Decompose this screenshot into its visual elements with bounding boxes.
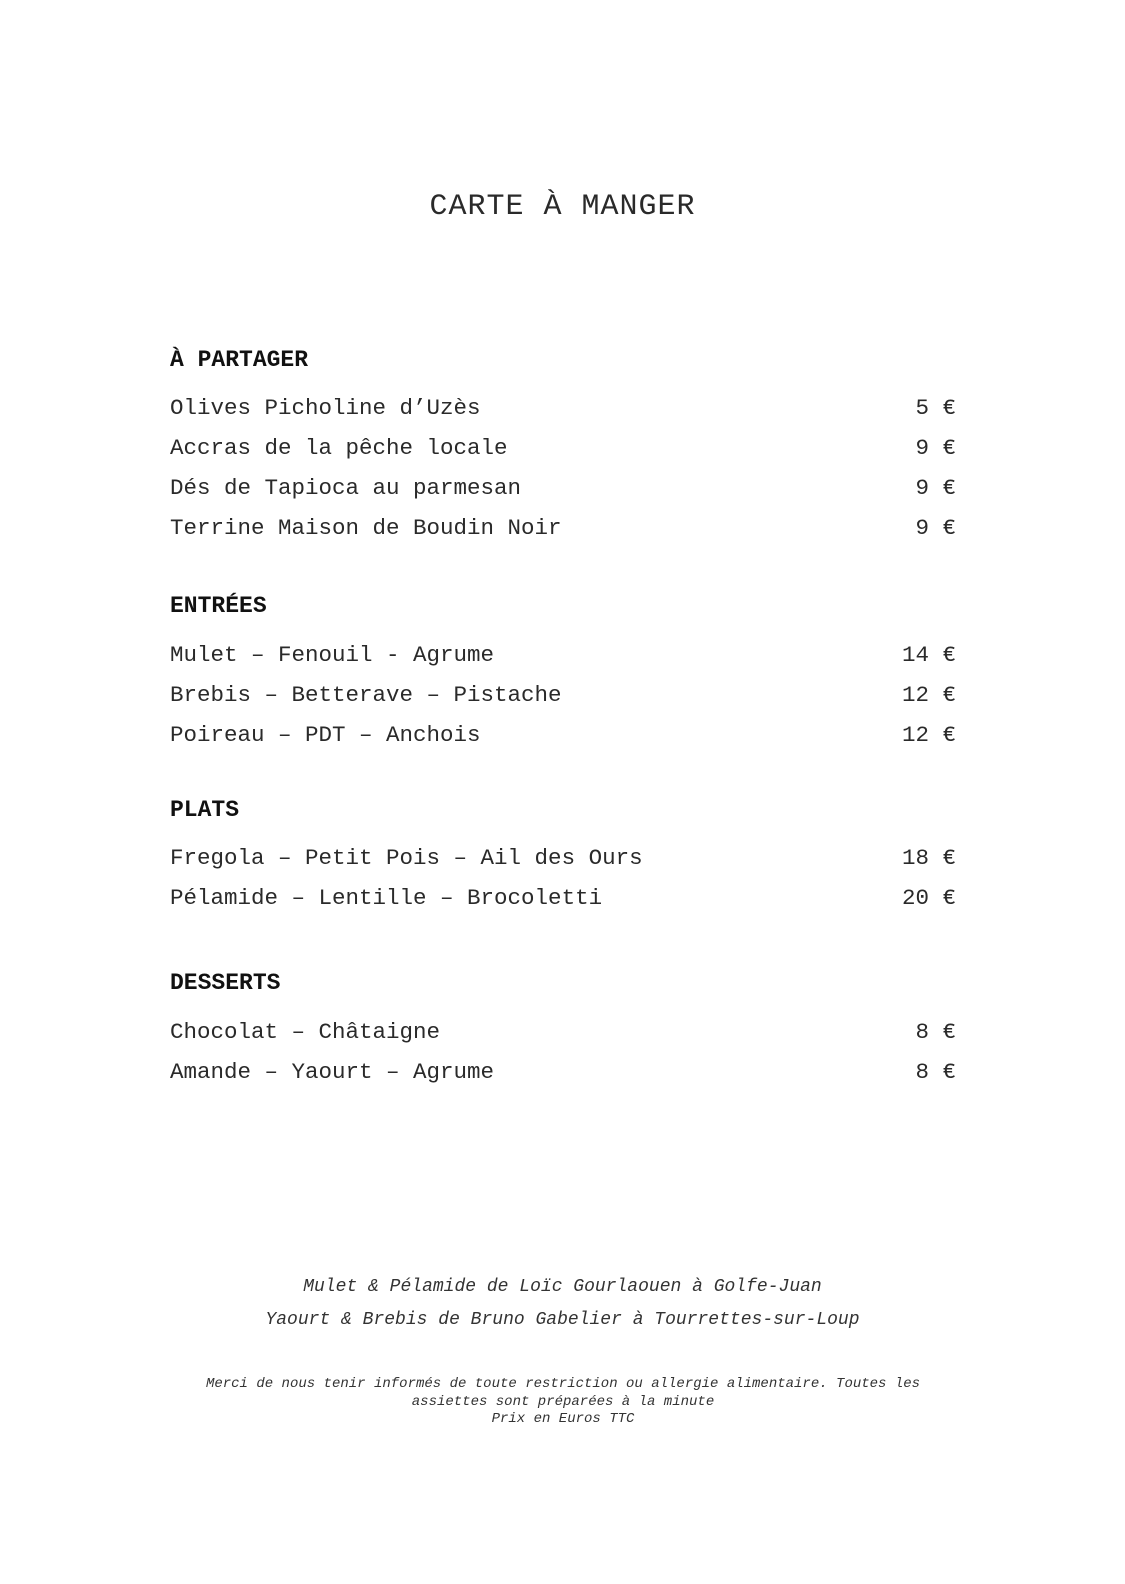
- item-price: 9 €: [915, 435, 956, 461]
- menu-item: [170, 1012, 956, 1052]
- item-label: Brebis – Betterave – Pistache: [170, 682, 562, 708]
- item-label: Chocolat – Châtaigne: [170, 1019, 441, 1045]
- item-price: 8 €: [915, 1019, 956, 1045]
- item-label: Dés de Tapioca au parmesan: [170, 475, 522, 501]
- menu-item: [170, 468, 956, 508]
- section-title: PLATS: [170, 797, 240, 823]
- note-line: Prix en Euros TTC: [491, 1411, 635, 1427]
- item-label: Amande – Yaourt – Agrume: [170, 1059, 495, 1085]
- menu-item: [170, 715, 956, 755]
- note-line: Merci de nous tenir informés de toute restriction ou allergie alimentaire. Toutes les: [205, 1376, 921, 1392]
- item-price: 9 €: [915, 475, 956, 501]
- section-entrees: [170, 590, 956, 755]
- item-price: 20 €: [901, 885, 956, 911]
- item-price: 8 €: [915, 1059, 956, 1085]
- menu-item: [170, 878, 956, 918]
- section-title: ENTRÉES: [170, 593, 267, 619]
- menu-item: [170, 388, 956, 428]
- provenance-line: Yaourt & Brebis de Bruno Gabelier à Tourrettes-sur-Loup: [265, 1310, 860, 1330]
- section-title: DESSERTS: [170, 970, 281, 996]
- section-a-partager: [170, 344, 956, 548]
- menu-item: [170, 428, 956, 468]
- item-price: 12 €: [901, 722, 956, 748]
- item-price: 9 €: [915, 515, 956, 541]
- allergy-note: [170, 1376, 956, 1429]
- item-label: Mulet – Fenouil - Agrume: [170, 642, 495, 668]
- item-price: 14 €: [901, 642, 956, 668]
- menu-item: [170, 1052, 956, 1092]
- item-label: Terrine Maison de Boudin Noir: [170, 515, 562, 541]
- section-plats: [170, 794, 956, 918]
- item-price: 18 €: [901, 845, 956, 871]
- item-label: Accras de la pêche locale: [170, 435, 508, 461]
- menu-item: [170, 508, 956, 548]
- item-label: Pélamide – Lentille – Brocoletti: [170, 885, 603, 911]
- section-title: À PARTAGER: [170, 347, 309, 373]
- item-label: Fregola – Petit Pois – Ail des Ours: [170, 845, 643, 871]
- provenance-line: Mulet & Pélamide de Loïc Gourlaouen à Golfe-Juan: [303, 1277, 822, 1297]
- menu-item: [170, 675, 956, 715]
- menu-item: [170, 635, 956, 675]
- note-line: assiettes sont préparées à la minute: [411, 1393, 715, 1410]
- item-price: 12 €: [901, 682, 956, 708]
- item-price: 5 €: [915, 395, 956, 421]
- item-label: Poireau – PDT – Anchois: [170, 722, 481, 748]
- page-title: CARTE À MANGER: [429, 190, 696, 224]
- section-desserts: [170, 967, 956, 1092]
- item-label: Olives Picholine d’Uzès: [170, 395, 481, 421]
- menu-item: [170, 838, 956, 878]
